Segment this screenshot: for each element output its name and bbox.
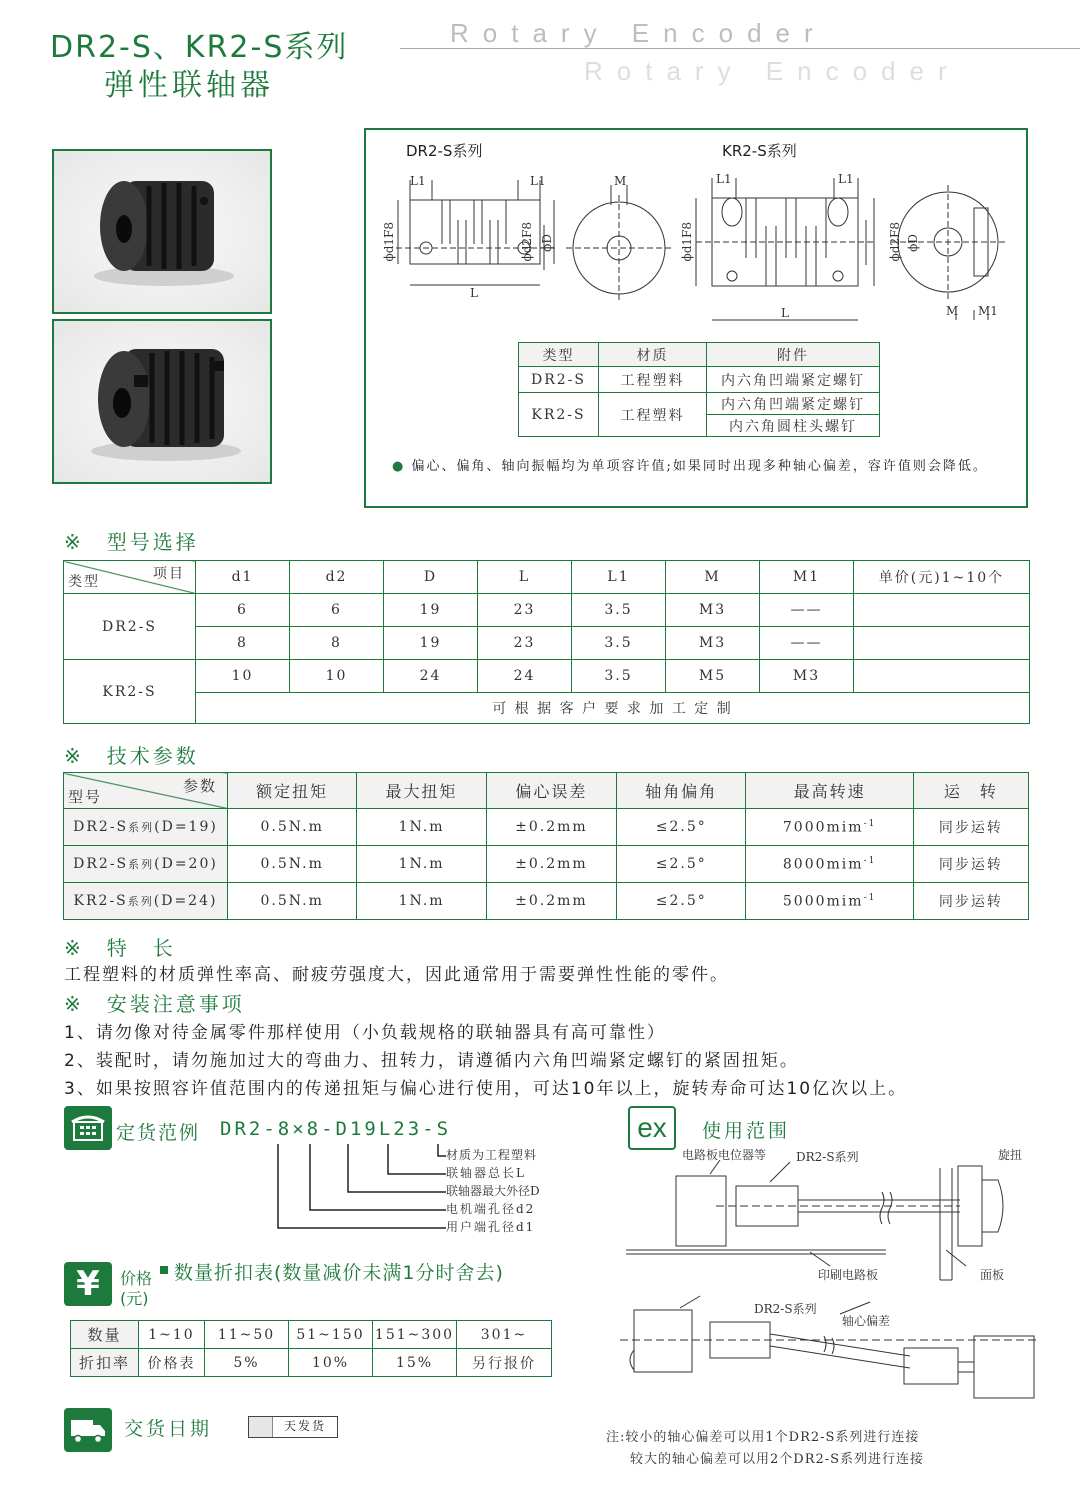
col-header: 最大扭矩	[357, 773, 486, 809]
col-header: 额定扭矩	[228, 773, 357, 809]
usage-label-circuit: 电路板电位器等	[682, 1148, 767, 1162]
install-item: 3、如果按照容许值范围内的传递扭矩与偏心进行使用，可达10年以上，旋转寿命可达10亿次以上。	[64, 1079, 908, 1099]
coupling-kr2s-icon	[54, 321, 270, 482]
table-cell: 6	[196, 594, 290, 627]
col-header: M	[666, 561, 760, 594]
model-cell: DR2-S系列(D=19)	[64, 809, 228, 846]
mat-cell-accessory: 内六角圆柱头螺钉	[707, 415, 880, 437]
col-header: D	[384, 561, 478, 594]
section-heading-model: ※ 型号选择	[64, 530, 199, 554]
usage-label-dr2b: DR2-S系列	[754, 1302, 817, 1316]
usage-drawing	[620, 1140, 1040, 1440]
discount-cell: 5%	[205, 1349, 289, 1377]
table-cell: ≤2.5°	[617, 883, 746, 920]
discount-cell: 51~150	[289, 1321, 373, 1349]
section-heading-install: ※ 安装注意事项	[64, 992, 245, 1016]
brand-text-shadow: Rotary Encoder	[584, 56, 961, 86]
discount-heading: 数量折扣表(数量减价未满1分时舍去)	[174, 1262, 504, 1284]
table-cell: 0.5N.m	[228, 883, 357, 920]
price-cell	[854, 627, 1030, 660]
mat-cell-accessory: 内六角凹端紧定螺钉	[707, 393, 880, 415]
corner-cell: 参数 型号	[64, 773, 228, 809]
brand-text: Rotary Encoder	[450, 18, 827, 48]
dim-label-l1: L1	[410, 174, 426, 188]
col-header: 轴角偏角	[617, 773, 746, 809]
install-item: 2、装配时，请勿施加过大的弯曲力、扭转力，请遵循内六角凹端紧定螺钉的紧固扭矩。	[64, 1051, 799, 1071]
discount-table	[70, 1320, 552, 1377]
table-cell: ——	[760, 594, 854, 627]
table-cell: 10	[196, 660, 290, 693]
usage-label-dr2: DR2-S系列	[796, 1150, 859, 1164]
order-legend-item: 用户端孔径d1	[446, 1220, 536, 1234]
discount-cell: 11~50	[205, 1321, 289, 1349]
product-photo-dr2s	[52, 149, 272, 314]
table-cell: ±0.2mm	[486, 883, 616, 920]
dim-label-bigd: ϕD	[906, 234, 920, 252]
ex-icon: ex	[628, 1106, 676, 1150]
discount-cell: 另行报价	[457, 1349, 552, 1377]
tech-params-table	[63, 772, 1029, 920]
price-unit: (元)	[120, 1289, 149, 1308]
dim-label-l1: L1	[716, 172, 732, 186]
product-photo-kr2s	[52, 319, 272, 484]
dim-label-m1: M1	[978, 304, 998, 318]
price-label: 价格	[120, 1269, 153, 1288]
model-cell: DR2-S系列(D=20)	[64, 846, 228, 883]
mat-cell-accessory: 内六角凹端紧定螺钉	[707, 367, 880, 393]
order-legend-item: 联轴器总长L	[446, 1166, 526, 1180]
usage-label-pcb: 印刷电路板	[818, 1268, 879, 1282]
table-cell: 23	[478, 627, 572, 660]
table-cell: M5	[666, 660, 760, 693]
table-cell: ≤2.5°	[617, 809, 746, 846]
discount-cell: 301~	[457, 1321, 552, 1349]
usage-note-1: 注:较小的轴心偏差可以用1个DR2-S系列进行连接	[606, 1430, 920, 1445]
mat-cell-material: 工程塑料	[599, 393, 707, 437]
dim-label-d2: ϕd2F8	[520, 222, 534, 262]
mat-cell-type: DR2-S	[519, 367, 599, 393]
table-cell: 6	[290, 594, 384, 627]
dim-label-d2: ϕd2F8	[888, 222, 902, 262]
kr2s-diagram-label: KR2-S系列	[722, 142, 797, 160]
dim-label-m: M	[614, 174, 627, 188]
yen-icon: ¥	[64, 1262, 112, 1306]
order-legend-item: 电机端孔径d2	[446, 1202, 536, 1216]
section-heading-features: ※ 特 长	[64, 936, 176, 960]
col-header: d2	[290, 561, 384, 594]
dim-label-m: M	[946, 304, 959, 318]
usage-label-offset: 轴心偏差	[842, 1314, 891, 1328]
col-header: L1	[572, 561, 666, 594]
price-cell	[854, 594, 1030, 627]
table-cell: 同步运转	[913, 809, 1028, 846]
group-cell: KR2-S	[64, 660, 196, 724]
table-cell: 1N.m	[357, 846, 486, 883]
dr2s-diagram-label: DR2-S系列	[406, 142, 483, 160]
custom-order-note: 可 根 据 客 户 要 求 加 工 定 制	[196, 693, 1030, 724]
discount-cell: 1~10	[139, 1321, 205, 1349]
table-cell: 3.5	[572, 627, 666, 660]
table-cell: 同步运转	[913, 846, 1028, 883]
speed-cell: 7000mim$^{-1}$	[746, 809, 913, 846]
table-cell: ≤2.5°	[617, 846, 746, 883]
install-item: 1、请勿像对待金属零件那样使用（小负载规格的联轴器具有高可靠性）	[64, 1023, 666, 1043]
delivery-days-blank	[249, 1417, 273, 1437]
dim-label-bigd: ϕD	[540, 234, 554, 252]
table-cell: 23	[478, 594, 572, 627]
bullet-icon: ●	[392, 459, 412, 474]
col-header: 运 转	[913, 773, 1028, 809]
delivery-heading: 交货日期	[124, 1418, 213, 1440]
dim-label-d1: ϕd1F8	[382, 222, 396, 262]
table-cell: 19	[384, 627, 478, 660]
tolerance-note: ● 偏心、偏角、轴向振幅均为单项容许值;如果同时出现多种轴心偏差，容许值则会降低。	[392, 459, 988, 474]
mat-header-material: 材质	[599, 343, 707, 367]
dimension-diagram-panel	[364, 128, 1028, 508]
page-title: DR2-S、KR2-S系列	[50, 30, 349, 65]
order-legend-item: 材质为工程塑料	[446, 1148, 538, 1162]
discount-cell: 151~300	[373, 1321, 457, 1349]
col-header: d1	[196, 561, 290, 594]
table-cell: 1N.m	[357, 809, 486, 846]
order-code-legend-lines	[270, 1140, 450, 1236]
phone-icon	[64, 1106, 112, 1150]
usage-note-2: 较大的轴心偏差可以用2个DR2-S系列进行连接	[630, 1452, 925, 1467]
usage-label-knob: 旋扭	[998, 1148, 1023, 1162]
table-cell: 0.5N.m	[228, 809, 357, 846]
order-heading: 定货范例	[116, 1122, 201, 1144]
dim-label-l1: L1	[838, 172, 854, 186]
truck-icon	[64, 1408, 112, 1452]
discount-cell: 数量	[71, 1321, 139, 1349]
col-header: 偏心误差	[486, 773, 616, 809]
table-cell: 1N.m	[357, 883, 486, 920]
delivery-field	[248, 1416, 338, 1438]
table-cell: 同步运转	[913, 883, 1028, 920]
speed-cell: 5000mim$^{-1}$	[746, 883, 913, 920]
discount-cell: 10%	[289, 1349, 373, 1377]
square-bullet-icon	[160, 1266, 168, 1274]
dim-label-d1: ϕd1F8	[680, 222, 694, 262]
table-cell: M3	[760, 660, 854, 693]
page-subtitle: 弹性联轴器	[104, 68, 274, 103]
mat-header-accessory: 附件	[707, 343, 880, 367]
speed-cell: 8000mim$^{-1}$	[746, 846, 913, 883]
delivery-value: 天发货	[283, 1419, 326, 1433]
mat-cell-type: KR2-S	[519, 393, 599, 437]
material-table	[518, 342, 880, 437]
group-cell: DR2-S	[64, 594, 196, 660]
table-cell: 0.5N.m	[228, 846, 357, 883]
table-cell: 19	[384, 594, 478, 627]
dim-label-l1: L1	[530, 174, 546, 188]
corner-cell: 项目 类型	[64, 561, 196, 594]
section-heading-tech: ※ 技术参数	[64, 744, 199, 768]
table-cell: 8	[290, 627, 384, 660]
usage-label-panel: 面板	[980, 1268, 1005, 1282]
col-header: M1	[760, 561, 854, 594]
col-header: L	[478, 561, 572, 594]
mat-header-type: 类型	[519, 343, 599, 367]
dim-label-l: L	[470, 286, 478, 300]
table-cell: M3	[666, 594, 760, 627]
table-cell: 24	[478, 660, 572, 693]
order-legend-item: 联轴器最大外径D	[446, 1184, 540, 1198]
col-header: 最高转速	[746, 773, 913, 809]
price-cell	[854, 660, 1030, 693]
coupling-dr2s-icon	[54, 151, 270, 312]
discount-cell: 折扣率	[71, 1349, 139, 1377]
dim-label-l: L	[781, 306, 789, 320]
table-cell: 10	[290, 660, 384, 693]
order-code: DR2-8×8-D19L23-S	[220, 1118, 452, 1140]
table-cell: 3.5	[572, 594, 666, 627]
table-cell: 8	[196, 627, 290, 660]
features-text: 工程塑料的材质弹性率高、耐疲劳强度大，因此通常用于需要弹性性能的零件。	[64, 965, 729, 985]
table-cell: ——	[760, 627, 854, 660]
col-header-price: 单价(元)1~10个	[854, 561, 1030, 594]
table-cell: ±0.2mm	[486, 846, 616, 883]
discount-cell: 15%	[373, 1349, 457, 1377]
table-cell: 3.5	[572, 660, 666, 693]
table-cell: 24	[384, 660, 478, 693]
mat-cell-material: 工程塑料	[599, 367, 707, 393]
table-cell: ±0.2mm	[486, 809, 616, 846]
discount-cell: 价格表	[139, 1349, 205, 1377]
technical-drawing	[366, 130, 1026, 340]
table-cell: M3	[666, 627, 760, 660]
model-cell: KR2-S系列(D=24)	[64, 883, 228, 920]
usage-heading: 使用范围	[702, 1120, 791, 1142]
model-select-table	[63, 560, 1030, 724]
